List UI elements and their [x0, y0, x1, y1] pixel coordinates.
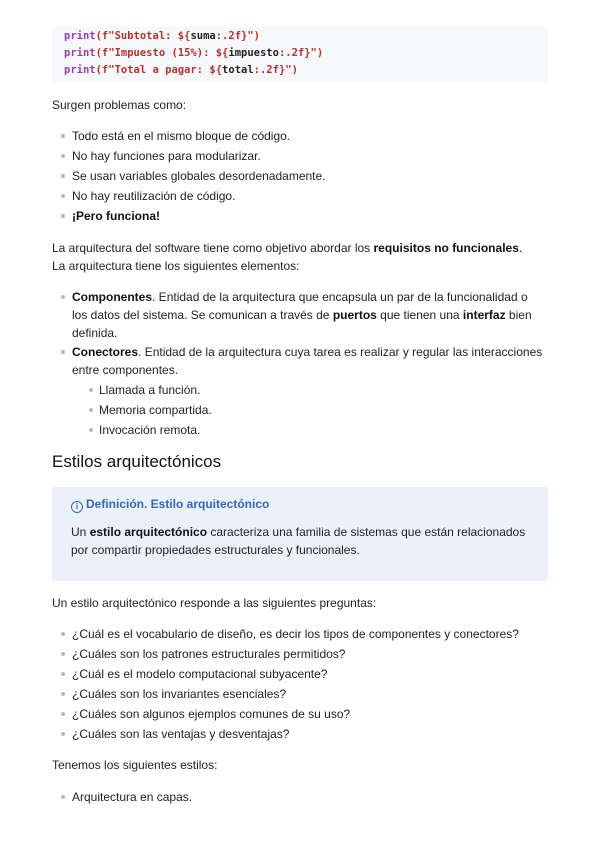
arch-paragraph-line: La arquitectura del software tiene como objetivo abordar los requisitos no funcionales.: [52, 241, 523, 255]
bullet-dot: [61, 672, 65, 676]
list-item: ¿Cuáles son los patrones estructurales permitidos?: [72, 647, 346, 661]
list-item: ¿Cuál es el vocabulario de diseño, es decir los tipos de componentes y conectores?: [72, 627, 519, 641]
bullet-dot: [89, 428, 93, 432]
arch-paragraph-line: La arquitectura tiene los siguientes elementos:: [52, 259, 300, 273]
section-title: Estilos arquitectónicos: [52, 452, 222, 471]
list-item: Se usan variables globales desordenadamente.: [72, 169, 326, 183]
bullet-dot: [61, 194, 65, 198]
list-item-conectores-cont: entre componentes.: [72, 363, 179, 377]
list-item: No hay funciones para modularizar.: [72, 149, 261, 163]
code-block: [52, 27, 548, 83]
bullet-dot: [61, 134, 65, 138]
bullet-dot: [89, 388, 93, 392]
callout-body-line: Un estilo arquitectónico caracteriza una familia de sistemas que están relacionados: [71, 525, 526, 539]
bullet-dot: [61, 154, 65, 158]
list-item: Arquitectura en capas.: [72, 790, 193, 804]
list-item-componentes-cont: los datos del sistema. Se comunican a través de puertos que tienen una interfaz bien: [72, 308, 532, 322]
list-item: ¡Pero funciona!: [72, 209, 161, 223]
callout-body-line: por compartir propiedades estructurales y funcionales.: [71, 543, 360, 557]
bullet-dot: [61, 692, 65, 696]
list-item: No hay reutilización de código.: [72, 189, 236, 203]
bullet-dot: [61, 214, 65, 218]
list-item: ¿Cuáles son los invariantes esenciales?: [72, 687, 287, 701]
questions-intro: Un estilo arquitectónico responde a las siguientes preguntas:: [52, 596, 377, 610]
bullet-dot: [61, 174, 65, 178]
styles-intro: Tenemos los siguientes estilos:: [52, 758, 218, 772]
bullet-dot: [61, 632, 65, 636]
bullet-dot: [61, 795, 65, 799]
sub-list-item: Llamada a función.: [99, 383, 201, 397]
list-item: ¿Cuáles son algunos ejemplos comunes de su uso?: [72, 707, 351, 721]
bullet-dot: [61, 350, 65, 354]
code-line: print(f"Subtotal: ${suma:.2f}"): [64, 30, 260, 42]
code-line: print(f"Total a pagar: ${total:.2f}"): [64, 64, 298, 76]
list-item: ¿Cuáles son las ventajas y desventajas?: [72, 727, 290, 741]
list-item-componentes: Componentes. Entidad de la arquitectura que encapsula un par de la funcionalidad o: [72, 290, 528, 304]
bullet-dot: [61, 732, 65, 736]
bullet-dot: [61, 652, 65, 656]
problems-intro: Surgen problemas como:: [52, 98, 187, 112]
callout-title: i Definición. Estilo arquitectónico: [71, 495, 269, 513]
list-item-conectores: Conectores. Entidad de la arquitectura cuya tarea es realizar y regular las interacciones: [72, 345, 543, 359]
info-icon: i: [71, 501, 83, 513]
list-item: ¿Cuál es el modelo computacional subyacente?: [72, 667, 328, 681]
sub-list-item: Memoria compartida.: [99, 403, 212, 417]
list-item-componentes-cont: definida.: [72, 326, 118, 340]
bullet-dot: [61, 295, 65, 299]
bullet-dot: [89, 408, 93, 412]
sub-list-item: Invocación remota.: [99, 423, 201, 437]
code-line: print(f"Impuesto (15%): ${impuesto:.2f}"): [64, 47, 324, 59]
list-item: Todo está en el mismo bloque de código.: [72, 129, 291, 143]
definition-callout: [52, 487, 548, 581]
bullet-dot: [61, 712, 65, 716]
